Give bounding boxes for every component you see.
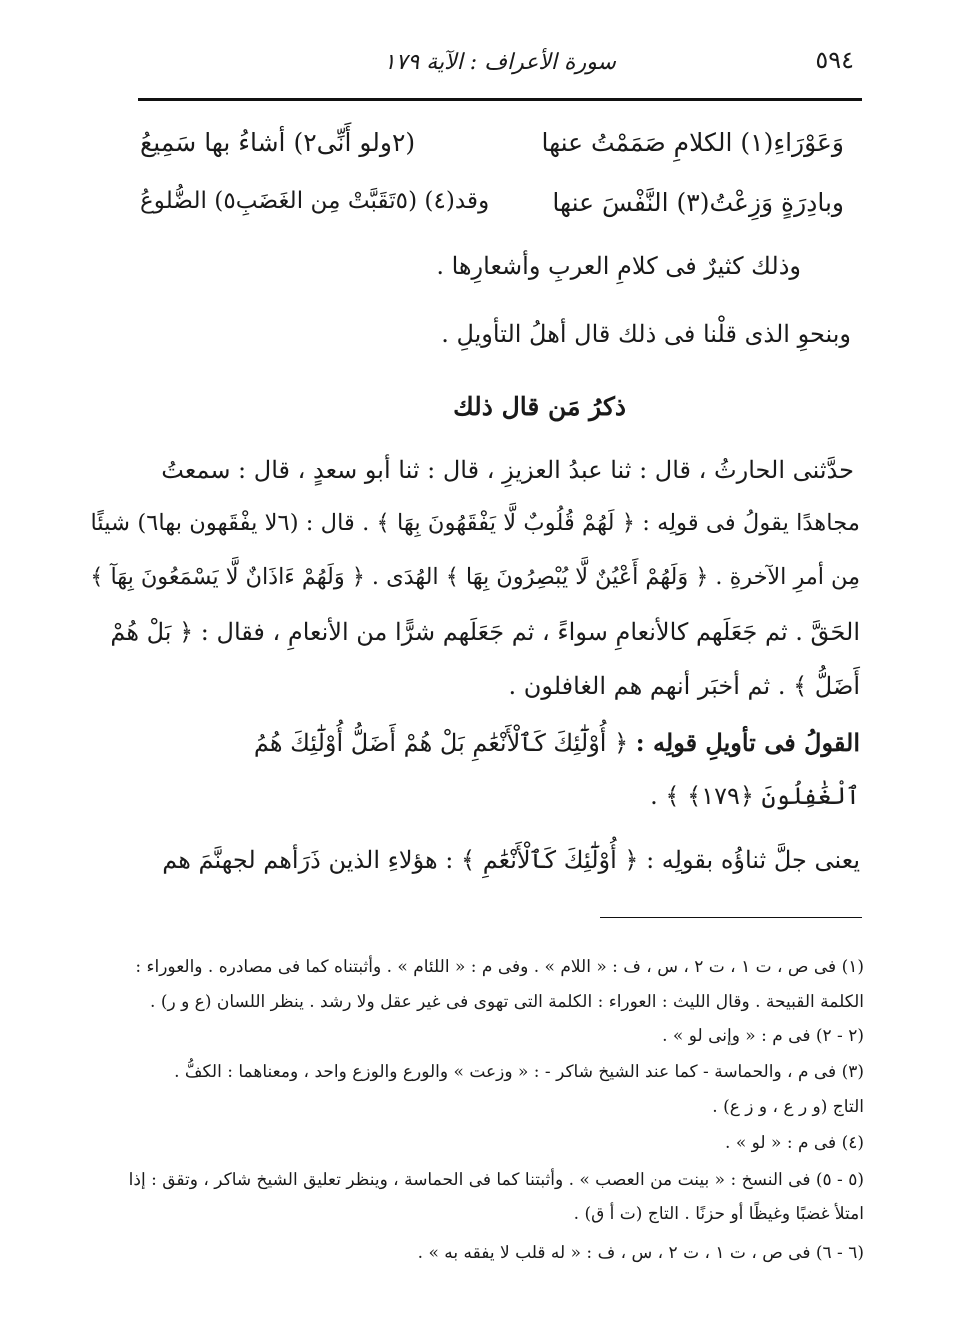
paragraph-line: وبنحوِ الذى قلْنا فى ذلك قال أهلُ التأويلِ .: [441, 320, 851, 348]
page-number: ٥٩٤: [815, 46, 854, 74]
hadith-line: أَضَلُّ ﴾ . ثم أخبَر أنهم هم الغافلون .: [508, 672, 860, 700]
footnote-line: (٤) فى م : « لو » .: [725, 1133, 864, 1153]
footnote-line: (١) فى ص ، ت ١ ، ت ٢ ، س ، ف : « اللام » . وفى م : « اللئام » . وأثبتناه كما فى مصادره . والعوراء :: [135, 957, 864, 977]
header-rule: [138, 98, 862, 101]
verse-first-hemistich: وَعَوْرَاءِ(١) الكلامِ صَمَمْتُ عنها: [541, 128, 844, 157]
verse-first-hemistich: وبادِرَةٍ وَزِعْتُ(٣) النَّفْسَ عنها: [552, 188, 844, 217]
paragraph-line: وذلك كثيرٌ فى كلامِ العربِ وأشعارِها .: [436, 252, 801, 280]
closing-line: يعنى جلَّ ثناؤُه بقولِه : ﴿ أُوْلَٰٓئِكَ كَٱلْأَنْعَٰمِ ﴾ : هؤلاءِ الذين ذَرَأهم لجهنَّمَ هم: [162, 846, 860, 874]
tafsir-heading-verse-continuation: ٱلْغَٰفِلُونَ ﴿١٧٩﴾ ﴾ .: [650, 782, 860, 810]
tafsir-heading-line: [254, 728, 860, 757]
footnote-line: امتلأ غضبًا وغيظًا أو حزنًا . التاج (ت أ ق) .: [573, 1204, 864, 1224]
hadith-line: الحَقَّ . ثم جَعَلَهم كالأنعامِ سواءً ، ثم جَعَلَهم شرًّا من الأنعامِ ، فقال : ﴿ بَلْ هُمْ: [110, 618, 860, 646]
verse-second-hemistich: وقد(٤) (٥تَقَبَّتْ مِن الغَضَبِ٥) الضُّلوعُ: [140, 188, 490, 214]
poem-verse: [140, 128, 862, 172]
footnote-line: (٥ - ٥) فى النسخ : « بينت من العصب » . وأثبتنا كما فى الحماسة ، وينظر تعليق الشيخ شاكر ، وتقق : إذا: [128, 1170, 864, 1190]
footnote-line: الكلمة القبيحة . وقال الليث : العوراء : الكلمة التى تهوى فى غير عقل ولا رشد . ينظر اللسان (ع و ر) .: [150, 992, 864, 1012]
hadith-line: مجاهدًا يقولُ فى قولِه : ﴿ لَهُمْ قُلُوبٌ لَّا يَفْقَهُونَ بِهَا ﴾ . قال : (٦لا يفْقَهون بها٦) شيئًا: [90, 510, 860, 536]
verse-second-hemistich: (٢ولو أَنِّى٢) أشاءُ بها سَمِيعُ: [140, 128, 416, 157]
footnote-line: (٦ - ٦) فى ص ، ت ١ ، ت ٢ ، س ، ف : « له قلب لا يفقه به » .: [417, 1243, 864, 1263]
tafsir-heading-lead: القولُ فى تأويلِ قولِه :: [635, 728, 860, 757]
footnote-line: التاج (و ر ع ، و ز ع) .: [712, 1097, 864, 1117]
tafsir-heading-verse: ﴿ أُوْلَٰٓئِكَ كَٱلْأَنْعَٰمِ بَلْ هُمْ أَضَلُّ أُوْلَٰٓئِكَ هُمُ: [253, 729, 629, 757]
hadith-line: مِن أمرِ الآخرةِ . ﴿ وَلَهُمْ أَعْيُنٌ لَّا يُبْصِرُونَ بِهَا ﴾ الهُدَى . ﴿ وَلَهُمْ ءَاذَانٌ لَّا يَسْمَعُونَ بِهَآ ﴾: [90, 564, 860, 590]
footnote-line: (٣) فى م ، والحماسة - كما عند الشيخ شاكر - : « وزعت » والورع والوزع واحد ، ومعناهما : الكفُّ .: [174, 1062, 864, 1082]
running-header-title: سورة الأعراف : الآية ١٧٩: [383, 50, 616, 75]
poem-verse: [140, 188, 862, 232]
footnote-rule: [600, 917, 862, 918]
section-heading: ذكرُ مَن قال ذلك: [453, 392, 626, 421]
hadith-line: حدَّثنى الحارثُ ، قال : ثنا عبدُ العزيزِ ، قال : ثنا أبو سعدٍ ، قال : سمعتُ: [161, 456, 854, 484]
footnote-line: (٢ - ٢) فى م : « وإنى لو » .: [662, 1026, 864, 1046]
